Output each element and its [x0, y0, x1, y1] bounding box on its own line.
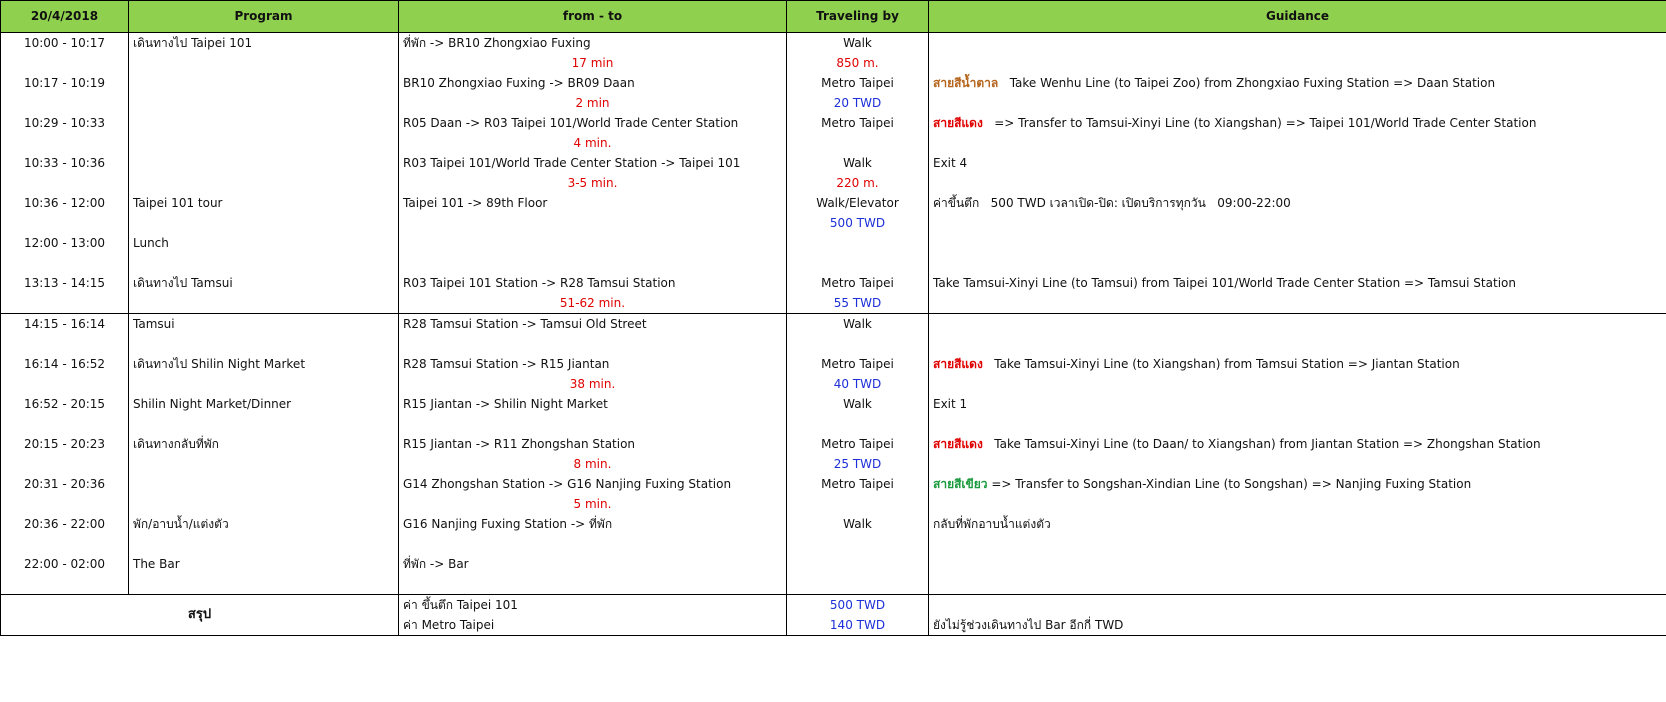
guidance-text: Take Tamsui-Xinyi Line (to Daan/ to Xiangshan) from Jiantan Station => Zhongshan Station: [982, 437, 1541, 451]
guidance-cell: [929, 554, 1666, 574]
traveling-by-cell: Metro Taipei: [787, 354, 929, 374]
table-row: [1, 93, 1666, 113]
traveling-by-cell: [787, 494, 929, 514]
traveling-by-cell: Walk: [787, 514, 929, 534]
route-cell: [399, 534, 787, 554]
guidance-cell: [929, 574, 1666, 595]
time-cell: 10:00 - 10:17: [1, 33, 129, 54]
time-cell: [1, 253, 129, 273]
traveling-by-cell: 40 TWD: [787, 374, 929, 394]
time-cell: [1, 374, 129, 394]
program-cell: เดินทางกลับที่พัก: [129, 434, 399, 454]
table-row: [1, 273, 1666, 293]
summary-amount-1: 500 TWD: [787, 595, 929, 616]
time-cell: [1, 53, 129, 73]
time-cell: [1, 334, 129, 354]
traveling-by-cell: Metro Taipei: [787, 474, 929, 494]
guidance-cell: [929, 233, 1666, 253]
program-cell: [129, 334, 399, 354]
traveling-by-cell: [787, 334, 929, 354]
time-cell: [1, 414, 129, 434]
program-cell: Tamsui: [129, 314, 399, 335]
guidance-cell: [929, 494, 1666, 514]
table-row: [1, 394, 1666, 414]
line-color-label: สายสีแดง: [933, 116, 983, 130]
table-row: [1, 133, 1666, 153]
table-row: [1, 574, 1666, 595]
header-date: 20/4/2018: [1, 1, 129, 33]
line-color-label: สายสีแดง: [933, 357, 983, 371]
route-cell: G14 Zhongshan Station -> G16 Nanjing Fuxing Station: [399, 474, 787, 494]
duration-cell: [399, 213, 787, 233]
guidance-cell: [929, 213, 1666, 233]
route-cell: R28 Tamsui Station -> R15 Jiantan: [399, 354, 787, 374]
duration-cell: 51-62 min.: [399, 293, 787, 314]
program-cell: [129, 73, 399, 93]
summary-row-1: [1, 595, 1666, 616]
route-cell: [399, 574, 787, 595]
guidance-text: Exit 4: [933, 156, 968, 170]
route-cell: R28 Tamsui Station -> Tamsui Old Street: [399, 314, 787, 335]
table-row: [1, 534, 1666, 554]
duration-cell: 2 min: [399, 93, 787, 113]
time-cell: 10:33 - 10:36: [1, 153, 129, 173]
line-color-label: สายสีแดง: [933, 437, 983, 451]
duration-cell: 38 min.: [399, 374, 787, 394]
line-color-label: สายสีน้ำตาล: [933, 76, 999, 90]
guidance-cell: [929, 474, 1666, 494]
program-cell: [129, 213, 399, 233]
program-cell: Lunch: [129, 233, 399, 253]
traveling-by-cell: Walk: [787, 314, 929, 335]
program-cell: [129, 534, 399, 554]
time-cell: 13:13 - 14:15: [1, 273, 129, 293]
guidance-text: Exit 1: [933, 397, 968, 411]
program-cell: [129, 93, 399, 113]
route-cell: G16 Nanjing Fuxing Station -> ที่พัก: [399, 514, 787, 534]
program-cell: [129, 474, 399, 494]
program-cell: [129, 454, 399, 474]
header-traveling-by: Traveling by: [787, 1, 929, 33]
traveling-by-cell: 25 TWD: [787, 454, 929, 474]
header-program: Program: [129, 1, 399, 33]
guidance-cell: [929, 354, 1666, 374]
table-row: [1, 374, 1666, 394]
time-cell: [1, 574, 129, 595]
guidance-text: Take Tamsui-Xinyi Line (to Tamsui) from Taipei 101/World Trade Center Station => Tamsui Station: [933, 276, 1516, 290]
traveling-by-cell: Metro Taipei: [787, 73, 929, 93]
guidance-cell: [929, 434, 1666, 454]
guidance-cell: [929, 113, 1666, 133]
summary-item-2: ค่า Metro Taipei: [399, 615, 787, 636]
program-cell: [129, 494, 399, 514]
summary-label: สรุป: [1, 595, 399, 636]
guidance-cell: [929, 193, 1666, 213]
time-cell: 20:36 - 22:00: [1, 514, 129, 534]
table-row: [1, 233, 1666, 253]
table-row: [1, 354, 1666, 374]
traveling-by-cell: Walk: [787, 153, 929, 173]
table-row: [1, 554, 1666, 574]
guidance-cell: [929, 334, 1666, 354]
table-row: [1, 314, 1666, 335]
duration-cell: 5 min.: [399, 494, 787, 514]
guidance-cell: [929, 314, 1666, 335]
time-cell: 14:15 - 16:14: [1, 314, 129, 335]
table-row: [1, 334, 1666, 354]
traveling-by-cell: Metro Taipei: [787, 434, 929, 454]
guidance-cell: [929, 173, 1666, 193]
table-row: [1, 434, 1666, 454]
duration-cell: 4 min.: [399, 133, 787, 153]
guidance-cell: [929, 293, 1666, 314]
route-cell: [399, 414, 787, 434]
program-cell: [129, 113, 399, 133]
program-cell: Taipei 101 tour: [129, 193, 399, 213]
time-cell: [1, 534, 129, 554]
table-row: [1, 153, 1666, 173]
time-cell: [1, 293, 129, 314]
traveling-by-cell: [787, 233, 929, 253]
time-cell: [1, 213, 129, 233]
time-cell: 16:52 - 20:15: [1, 394, 129, 414]
guidance-cell: [929, 394, 1666, 414]
route-cell: R15 Jiantan -> Shilin Night Market: [399, 394, 787, 414]
summary-item-1: ค่า ขึ้นตึก Taipei 101: [399, 595, 787, 616]
header-guidance: Guidance: [929, 1, 1666, 33]
route-cell: R05 Daan -> R03 Taipei 101/World Trade Center Station: [399, 113, 787, 133]
program-cell: [129, 574, 399, 595]
program-cell: [129, 133, 399, 153]
guidance-cell: [929, 33, 1666, 54]
route-cell: [399, 233, 787, 253]
program-cell: [129, 173, 399, 193]
program-cell: เดินทางไป Tamsui: [129, 273, 399, 293]
time-cell: 20:31 - 20:36: [1, 474, 129, 494]
guidance-cell: [929, 93, 1666, 113]
route-cell: ที่พัก -> BR10 Zhongxiao Fuxing: [399, 33, 787, 54]
traveling-by-cell: Walk/Elevator: [787, 193, 929, 213]
summary-amount-2: 140 TWD: [787, 615, 929, 636]
program-cell: [129, 53, 399, 73]
guidance-text: Take Tamsui-Xinyi Line (to Xiangshan) from Tamsui Station => Jiantan Station: [982, 357, 1460, 371]
summary-note-2: ยังไม่รู้ช่วงเดินทางไป Bar อีกกี่ TWD: [929, 615, 1666, 636]
guidance-text: ค่าขึ้นตึก 500 TWD เวลาเปิด-ปิด: เปิดบริการทุกวัน 09:00-22:00: [933, 196, 1291, 210]
guidance-cell: [929, 534, 1666, 554]
program-cell: The Bar: [129, 554, 399, 574]
program-cell: [129, 293, 399, 314]
route-cell: [399, 253, 787, 273]
traveling-by-cell: 20 TWD: [787, 93, 929, 113]
time-cell: [1, 494, 129, 514]
guidance-cell: [929, 73, 1666, 93]
route-cell: R03 Taipei 101 Station -> R28 Tamsui Station: [399, 273, 787, 293]
route-cell: Taipei 101 -> 89th Floor: [399, 193, 787, 213]
time-cell: 10:36 - 12:00: [1, 193, 129, 213]
traveling-by-cell: Metro Taipei: [787, 113, 929, 133]
duration-cell: 17 min: [399, 53, 787, 73]
traveling-by-cell: [787, 253, 929, 273]
guidance-cell: [929, 454, 1666, 474]
time-cell: 22:00 - 02:00: [1, 554, 129, 574]
duration-cell: 8 min.: [399, 454, 787, 474]
table-row: [1, 514, 1666, 534]
table-row: [1, 193, 1666, 213]
table-row: [1, 113, 1666, 133]
guidance-text: กลับที่พักอาบน้ำแต่งตัว: [933, 517, 1051, 531]
guidance-cell: [929, 514, 1666, 534]
table-row: [1, 414, 1666, 434]
traveling-by-cell: 220 m.: [787, 173, 929, 193]
traveling-by-cell: [787, 574, 929, 595]
table-row: [1, 73, 1666, 93]
program-cell: [129, 253, 399, 273]
route-cell: [399, 334, 787, 354]
traveling-by-cell: Walk: [787, 394, 929, 414]
time-cell: [1, 454, 129, 474]
program-cell: [129, 414, 399, 434]
traveling-by-cell: Walk: [787, 33, 929, 54]
guidance-cell: [929, 153, 1666, 173]
program-cell: Shilin Night Market/Dinner: [129, 394, 399, 414]
traveling-by-cell: 850 m.: [787, 53, 929, 73]
table-row: [1, 213, 1666, 233]
table-row: [1, 53, 1666, 73]
program-cell: เดินทางไป Shilin Night Market: [129, 354, 399, 374]
guidance-text: => Transfer to Songshan-Xindian Line (to Songshan) => Nanjing Fuxing Station: [987, 477, 1472, 491]
time-cell: 16:14 - 16:52: [1, 354, 129, 374]
guidance-cell: [929, 374, 1666, 394]
header-row: [1, 1, 1666, 33]
summary-note-1: [929, 595, 1666, 616]
traveling-by-cell: Metro Taipei: [787, 273, 929, 293]
header-from-to: from - to: [399, 1, 787, 33]
table-row: [1, 293, 1666, 314]
traveling-by-cell: [787, 554, 929, 574]
guidance-cell: [929, 414, 1666, 434]
program-cell: [129, 374, 399, 394]
time-cell: 20:15 - 20:23: [1, 434, 129, 454]
table-row: [1, 33, 1666, 54]
guidance-cell: [929, 273, 1666, 293]
guidance-cell: [929, 133, 1666, 153]
time-cell: 10:29 - 10:33: [1, 113, 129, 133]
traveling-by-cell: [787, 534, 929, 554]
traveling-by-cell: [787, 414, 929, 434]
route-cell: ที่พัก -> Bar: [399, 554, 787, 574]
program-cell: [129, 153, 399, 173]
traveling-by-cell: [787, 133, 929, 153]
table-row: [1, 173, 1666, 193]
time-cell: [1, 133, 129, 153]
program-cell: เดินทางไป Taipei 101: [129, 33, 399, 54]
traveling-by-cell: 55 TWD: [787, 293, 929, 314]
guidance-cell: [929, 253, 1666, 273]
time-cell: 10:17 - 10:19: [1, 73, 129, 93]
table-row: [1, 494, 1666, 514]
route-cell: BR10 Zhongxiao Fuxing -> BR09 Daan: [399, 73, 787, 93]
guidance-text: Take Wenhu Line (to Taipei Zoo) from Zhongxiao Fuxing Station => Daan Station: [998, 76, 1496, 90]
route-cell: R15 Jiantan -> R11 Zhongshan Station: [399, 434, 787, 454]
program-cell: พัก/อาบน้ำ/แต่งตัว: [129, 514, 399, 534]
guidance-cell: [929, 53, 1666, 73]
traveling-by-cell: 500 TWD: [787, 213, 929, 233]
guidance-text: => Transfer to Tamsui-Xinyi Line (to Xiangshan) => Taipei 101/World Trade Center Station: [982, 116, 1537, 130]
duration-cell: 3-5 min.: [399, 173, 787, 193]
line-color-label: สายสีเขียว: [933, 477, 988, 491]
time-cell: 12:00 - 13:00: [1, 233, 129, 253]
table-row: [1, 253, 1666, 273]
route-cell: R03 Taipei 101/World Trade Center Station -> Taipei 101: [399, 153, 787, 173]
time-cell: [1, 173, 129, 193]
table-row: [1, 454, 1666, 474]
table-row: [1, 474, 1666, 494]
time-cell: [1, 93, 129, 113]
